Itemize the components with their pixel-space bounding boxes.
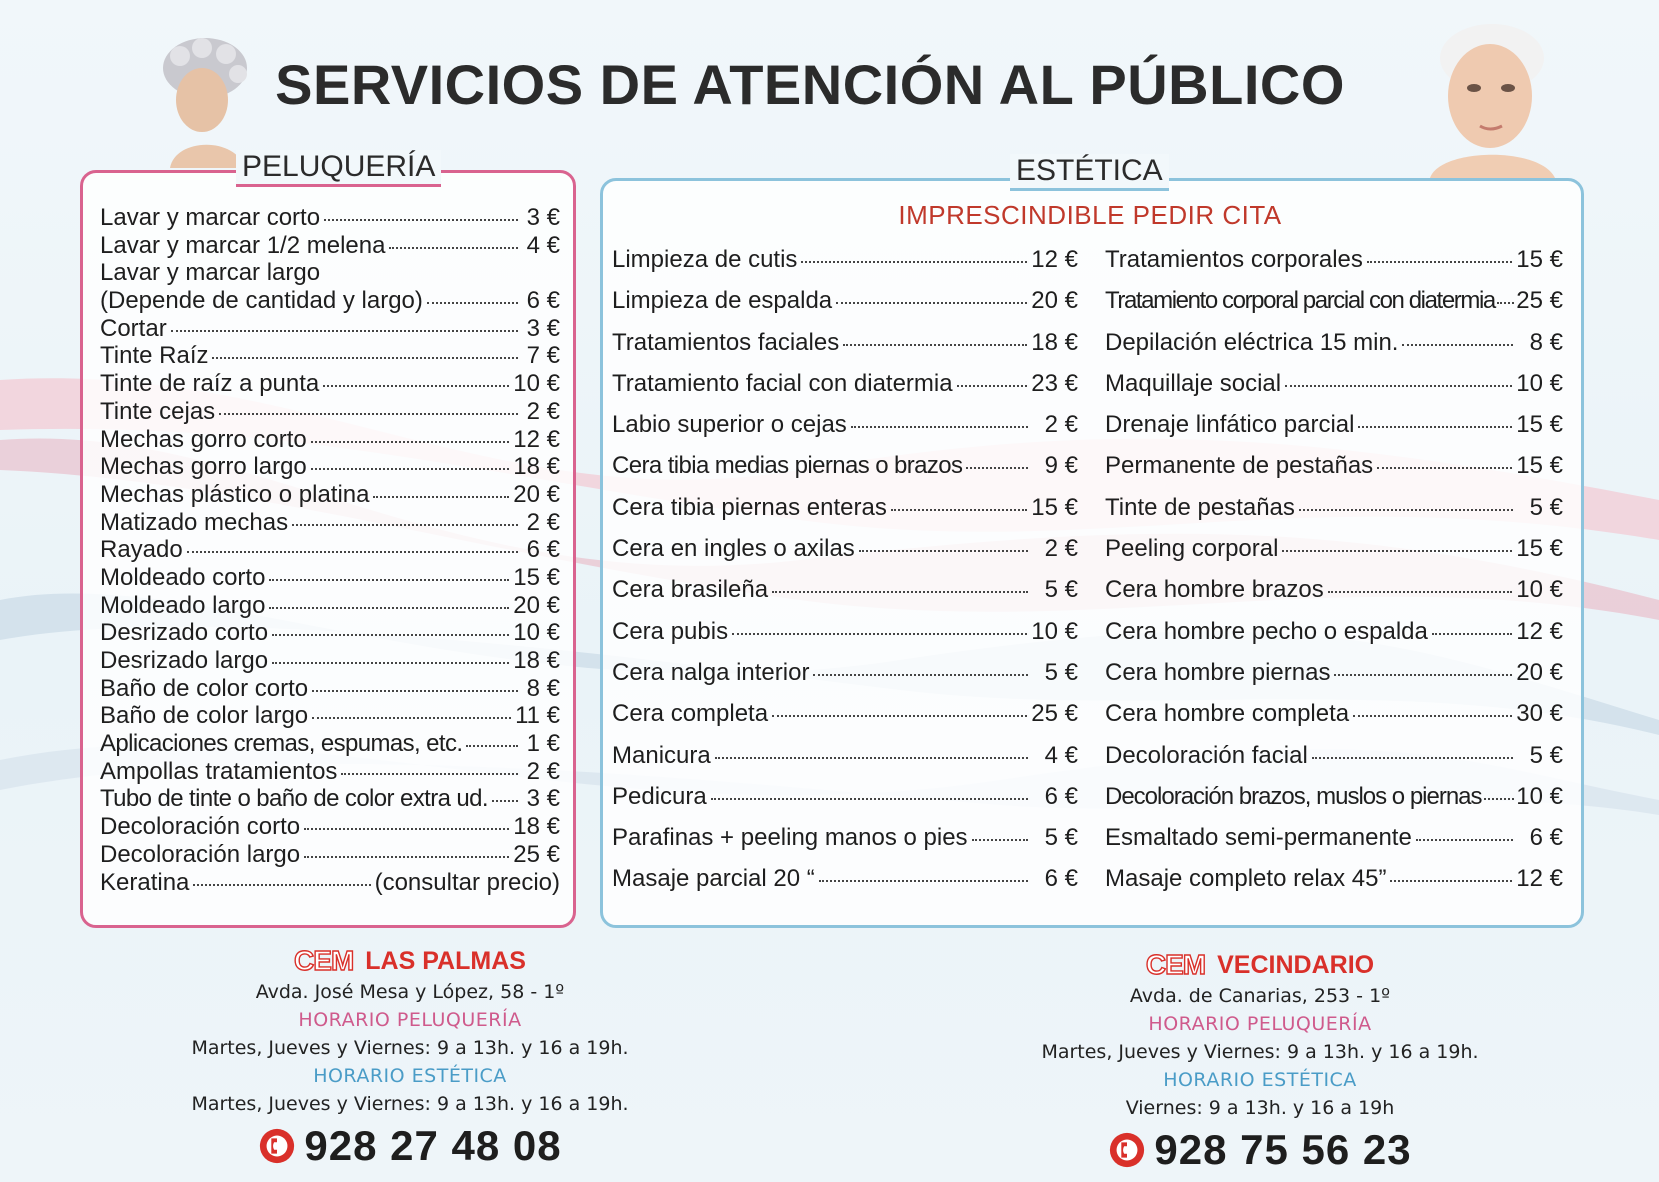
service-price: 10 € xyxy=(513,619,560,647)
estetica-price-list-right xyxy=(1105,246,1563,907)
price-row xyxy=(100,259,560,287)
service-price: 23 € xyxy=(1031,369,1078,397)
price-row xyxy=(1105,824,1563,865)
service-name: Aplicaciones cremas, espumas, etc. xyxy=(100,730,463,758)
service-price: 15 € xyxy=(1516,246,1563,273)
service-price: 2 € xyxy=(526,757,560,785)
service-name: Moldeado corto xyxy=(100,563,266,591)
service-price: 5 € xyxy=(1044,658,1078,686)
service-price: 5 € xyxy=(1529,493,1563,521)
price-row xyxy=(1105,287,1563,328)
service-name: Cera nalga interior xyxy=(612,658,810,686)
service-name: (Depende de cantidad y largo) xyxy=(100,287,423,315)
location-las-palmas xyxy=(130,944,690,1170)
price-row xyxy=(100,675,560,703)
price-row xyxy=(100,869,560,897)
service-price: 12 € xyxy=(513,425,560,453)
price-row xyxy=(612,700,1078,741)
service-name: Matizado mechas xyxy=(100,508,289,536)
service-price: 2 € xyxy=(1044,411,1078,439)
service-name: Tratamientos corporales xyxy=(1105,246,1363,273)
service-name: Cera hombre pecho o espalda xyxy=(1105,617,1428,645)
service-price: 15 € xyxy=(1516,452,1563,480)
service-name: Ampollas tratamientos xyxy=(100,757,338,785)
service-price: 5 € xyxy=(1044,824,1078,852)
price-row xyxy=(612,246,1078,287)
service-price: 3 € xyxy=(526,314,560,342)
service-name: Cera pubis xyxy=(612,617,729,645)
service-price: 10 € xyxy=(1516,576,1563,604)
price-row xyxy=(1105,659,1563,700)
price-row xyxy=(100,702,560,730)
service-price: 6 € xyxy=(1044,782,1078,810)
price-row xyxy=(100,453,560,481)
service-name: Cera hombre piernas xyxy=(1105,658,1331,686)
price-row xyxy=(100,619,560,647)
service-name: Tubo de tinte o baño de color extra ud. xyxy=(100,785,488,813)
phone-number[interactable]: 928 27 48 08 xyxy=(304,1122,562,1169)
price-row xyxy=(1105,370,1563,411)
price-row xyxy=(100,315,560,343)
price-row xyxy=(100,426,560,454)
service-price: 30 € xyxy=(1516,700,1563,728)
service-price: 25 € xyxy=(1516,287,1563,315)
service-price: 10 € xyxy=(1516,782,1563,810)
service-price: 15 € xyxy=(1516,535,1563,563)
service-name: Tinte de pestañas xyxy=(1105,493,1295,521)
service-name: Mechas gorro corto xyxy=(100,425,307,453)
service-price: 2 € xyxy=(1044,535,1078,563)
service-name: Tratamiento corporal parcial con diatermia xyxy=(1105,287,1495,315)
price-row xyxy=(100,785,560,813)
service-price: 18 € xyxy=(513,813,560,841)
hours-estetica: Martes, Jueves y Viernes: 9 a 13h. y 16 a 19h. xyxy=(191,1093,629,1115)
price-row xyxy=(612,411,1078,452)
price-row xyxy=(1105,411,1563,452)
service-name: Lavar y marcar 1/2 melena xyxy=(100,231,386,259)
price-row xyxy=(1105,452,1563,493)
service-price: 20 € xyxy=(1031,287,1078,315)
service-name: Permanente de pestañas xyxy=(1105,452,1374,480)
price-row xyxy=(1105,618,1563,659)
service-name: Depilación eléctrica 15 min. xyxy=(1105,328,1399,356)
service-price: 20 € xyxy=(1516,658,1563,686)
price-row xyxy=(100,841,560,869)
phone-icon xyxy=(258,1127,296,1165)
service-price: 10 € xyxy=(513,370,560,398)
service-name: Limpieza de espalda xyxy=(612,287,833,315)
service-price: 4 € xyxy=(1044,741,1078,769)
service-price: 15 € xyxy=(513,563,560,591)
price-row xyxy=(612,535,1078,576)
peluqueria-price-list xyxy=(100,204,560,896)
peluqueria-title: PELUQUERÍA xyxy=(236,150,441,187)
service-price: 12 € xyxy=(1031,246,1078,273)
price-row xyxy=(1105,865,1563,906)
price-row xyxy=(1105,329,1563,370)
service-name: Keratina xyxy=(100,868,190,896)
hours-estetica-label: HORARIO ESTÉTICA xyxy=(313,1065,507,1087)
price-row xyxy=(100,592,560,620)
service-price: 2 € xyxy=(526,397,560,425)
service-name: Pedicura xyxy=(612,782,707,810)
estetica-price-list-left xyxy=(612,246,1078,907)
service-price: 8 € xyxy=(1529,328,1563,356)
price-row xyxy=(612,452,1078,493)
service-price: 20 € xyxy=(513,591,560,619)
service-name: Mechas gorro largo xyxy=(100,453,307,481)
service-price: 6 € xyxy=(1044,865,1078,893)
price-row xyxy=(100,813,560,841)
service-price: 7 € xyxy=(526,342,560,370)
service-name: Masaje parcial 20 “ xyxy=(612,865,815,893)
service-price: 3 € xyxy=(526,204,560,231)
service-price: 18 € xyxy=(1031,328,1078,356)
hours-peluqueria-label: HORARIO PELUQUERÍA xyxy=(298,1009,522,1031)
service-name: Decoloración brazos, muslos o piernas xyxy=(1105,782,1482,810)
price-row xyxy=(1105,576,1563,617)
cem-logo: CEM xyxy=(294,945,354,976)
location-name: VECINDARIO xyxy=(1217,950,1375,979)
service-price: 18 € xyxy=(513,647,560,674)
price-row xyxy=(1105,742,1563,783)
location-address: Avda. de Canarias, 253 - 1º xyxy=(1129,985,1391,1007)
service-price: 20 € xyxy=(513,480,560,508)
service-name: Desrizado corto xyxy=(100,619,269,647)
service-price: 6 € xyxy=(526,287,560,315)
service-price: 10 € xyxy=(1516,369,1563,397)
service-price: 11 € xyxy=(515,702,560,730)
price-row xyxy=(100,287,560,315)
price-row xyxy=(100,730,560,758)
service-name: Labio superior o cejas xyxy=(612,411,847,439)
service-name: Cera tibia medias piernas o brazos xyxy=(612,452,963,480)
price-row xyxy=(1105,246,1563,287)
service-price: 5 € xyxy=(1044,576,1078,604)
service-price: (consultar precio) xyxy=(374,868,560,896)
service-name: Esmaltado semi-permanente xyxy=(1105,824,1412,852)
service-price: 15 € xyxy=(1516,411,1563,439)
service-price: 5 € xyxy=(1529,741,1563,769)
price-row xyxy=(100,509,560,537)
hours-peluqueria: Martes, Jueves y Viernes: 9 a 13h. y 16 a 19h. xyxy=(1041,1041,1479,1063)
price-row xyxy=(100,481,560,509)
service-name: Tratamiento facial con diatermia xyxy=(612,369,953,397)
price-row xyxy=(100,758,560,786)
phone-icon xyxy=(1108,1131,1146,1169)
service-price: 18 € xyxy=(513,453,560,481)
price-row xyxy=(100,370,560,398)
page-title: SERVICIOS DE ATENCIÓN AL PÚBLICO xyxy=(275,53,1345,116)
service-name: Decoloración largo xyxy=(100,840,301,868)
service-price: 6 € xyxy=(526,536,560,564)
price-row xyxy=(1105,494,1563,535)
service-price: 12 € xyxy=(1516,617,1563,645)
service-price: 8 € xyxy=(526,674,560,702)
service-price: 25 € xyxy=(1031,700,1078,728)
aesthetics-model-photo xyxy=(1420,18,1560,178)
price-row xyxy=(1105,783,1563,824)
service-price: 9 € xyxy=(1044,452,1078,480)
service-name: Moldeado largo xyxy=(100,591,266,619)
service-name: Tinte Raíz xyxy=(100,342,209,370)
service-name: Parafinas + peeling manos o pies xyxy=(612,824,968,852)
price-row xyxy=(612,329,1078,370)
service-name: Tratamientos faciales xyxy=(612,328,840,356)
service-name: Cera hombre completa xyxy=(1105,700,1350,728)
service-name: Cera hombre brazos xyxy=(1105,576,1324,604)
service-name: Desrizado largo xyxy=(100,647,269,674)
service-name: Decoloración facial xyxy=(1105,741,1308,769)
price-row xyxy=(612,659,1078,700)
phone-number[interactable]: 928 75 56 23 xyxy=(1154,1126,1412,1173)
price-row xyxy=(612,824,1078,865)
service-price: 10 € xyxy=(1031,617,1078,645)
price-row xyxy=(100,204,560,232)
price-row xyxy=(100,398,560,426)
service-name: Manicura xyxy=(612,741,711,769)
price-row xyxy=(1105,535,1563,576)
service-price: 2 € xyxy=(526,508,560,536)
service-name: Decoloración corto xyxy=(100,813,301,841)
hours-peluqueria-label: HORARIO PELUQUERÍA xyxy=(1148,1013,1372,1035)
service-price: 25 € xyxy=(513,840,560,868)
service-name: Baño de color corto xyxy=(100,674,309,702)
service-name: Cera tibia piernas enteras xyxy=(612,493,887,521)
price-row xyxy=(612,370,1078,411)
estetica-title: ESTÉTICA xyxy=(1010,154,1169,191)
hours-estetica: Viernes: 9 a 13h. y 16 a 19h xyxy=(1125,1097,1395,1119)
price-row xyxy=(612,494,1078,535)
service-name: Baño de color largo xyxy=(100,702,309,730)
service-name: Tinte de raíz a punta xyxy=(100,370,320,398)
price-row xyxy=(612,742,1078,783)
price-row xyxy=(100,647,560,675)
service-name: Limpieza de cutis xyxy=(612,246,798,273)
service-name: Tinte cejas xyxy=(100,397,216,425)
appointment-notice: IMPRESCINDIBLE PEDIR CITA xyxy=(898,200,1282,230)
service-price: 15 € xyxy=(1031,493,1078,521)
location-name: LAS PALMAS xyxy=(365,946,526,975)
service-name: Drenaje linfático parcial xyxy=(1105,411,1355,439)
price-row xyxy=(612,287,1078,328)
price-row xyxy=(612,618,1078,659)
service-name: Maquillaje social xyxy=(1105,369,1282,397)
price-row xyxy=(100,564,560,592)
price-row xyxy=(1105,700,1563,741)
price-row xyxy=(100,536,560,564)
hours-estetica-label: HORARIO ESTÉTICA xyxy=(1163,1069,1357,1091)
location-vecindario xyxy=(970,948,1550,1174)
hours-peluqueria: Martes, Jueves y Viernes: 9 a 13h. y 16 a 19h. xyxy=(191,1037,629,1059)
service-name: Lavar y marcar corto xyxy=(100,204,321,231)
price-row xyxy=(612,783,1078,824)
location-address: Avda. José Mesa y López, 58 - 1º xyxy=(255,981,565,1003)
service-name: Cera completa xyxy=(612,700,769,728)
service-name: Cera brasileña xyxy=(612,576,769,604)
service-name: Lavar y marcar largo xyxy=(100,259,321,287)
service-name: Cera en ingles o axilas xyxy=(612,535,855,563)
service-name: Peeling corporal xyxy=(1105,535,1279,563)
service-name: Cortar xyxy=(100,314,167,342)
service-price: 3 € xyxy=(526,785,560,813)
service-name: Mechas plástico o platina xyxy=(100,480,370,508)
cem-logo: CEM xyxy=(1145,949,1206,980)
service-price: 1 € xyxy=(526,730,560,758)
service-price: 12 € xyxy=(1516,865,1563,893)
service-price: 6 € xyxy=(1529,824,1563,852)
service-name: Rayado xyxy=(100,536,183,564)
price-row xyxy=(100,342,560,370)
price-row xyxy=(100,232,560,260)
price-row xyxy=(612,576,1078,617)
service-price: 4 € xyxy=(526,231,560,259)
service-name: Masaje completo relax 45” xyxy=(1105,865,1387,893)
price-row xyxy=(612,865,1078,906)
